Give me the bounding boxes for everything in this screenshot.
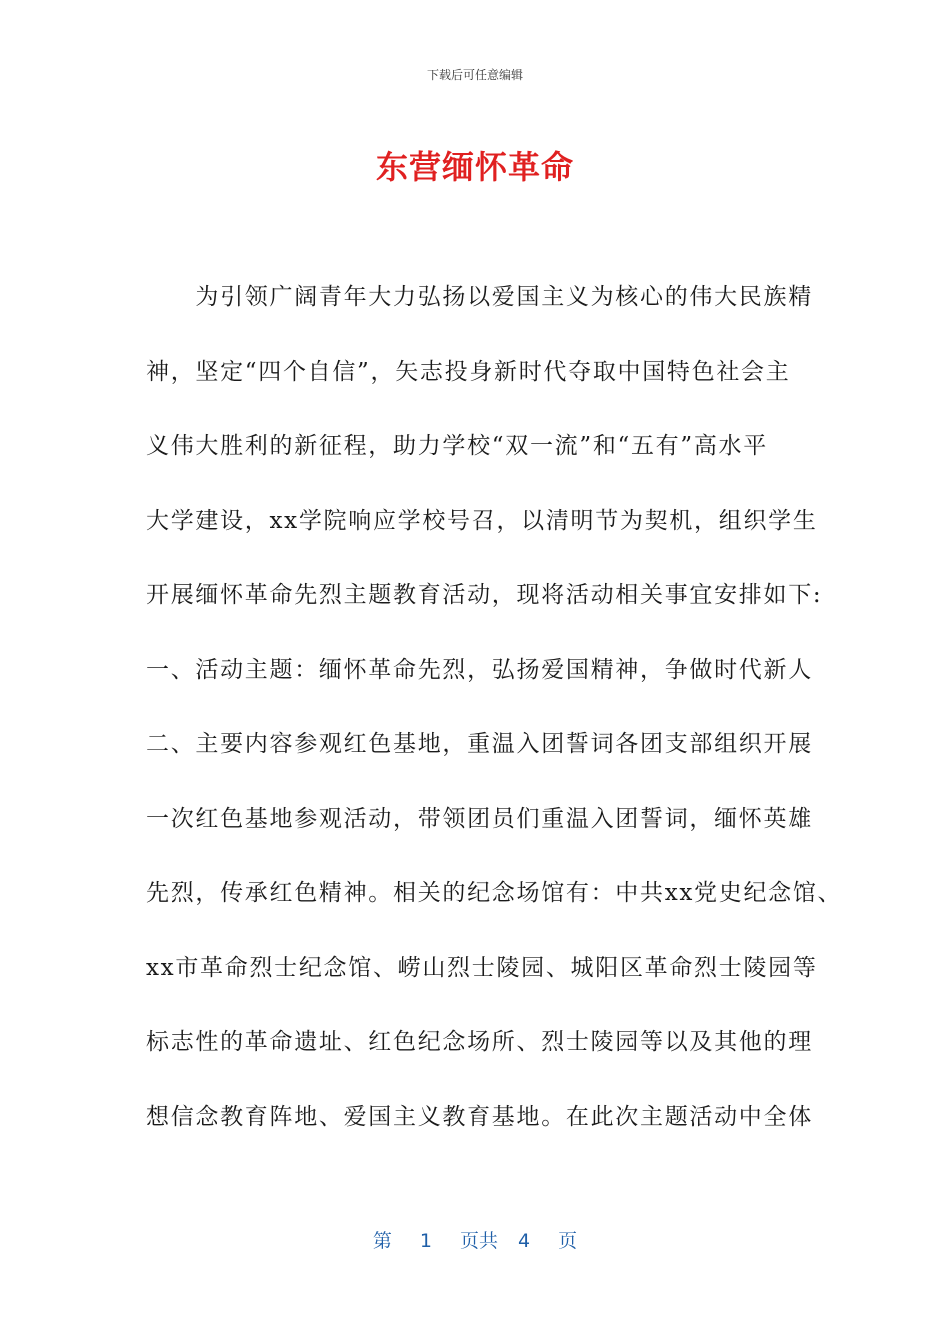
body-line: 标志性的革命遗址、红色纪念场所、烈士陵园等以及其他的理 <box>146 1029 813 1055</box>
header-note: 下载后可任意编辑 <box>426 68 523 82</box>
body-line: 大学建设，xx学院响应学校号召，以清明节为契机，组织学生 <box>146 507 818 534</box>
document-title: 东营缅怀革命 <box>375 148 574 186</box>
page-total: 4 <box>518 1230 531 1252</box>
page-suffix: 页 <box>558 1230 578 1252</box>
body-line: 二、主要内容参观红色基地，重温入团誓词各团支部组织开展 <box>146 731 813 757</box>
body-line: xx市革命烈士纪念馆、崂山烈士陵园、城阳区革命烈士陵园等 <box>146 954 818 981</box>
page-prefix: 第 <box>372 1230 392 1252</box>
document-body <box>146 272 843 1166</box>
body-line: 先烈，传承红色精神。相关的纪念场馆有：中共xx党史纪念馆、 <box>146 880 843 906</box>
body-line: 一次红色基地参观活动，带领团员们重温入团誓词，缅怀英雄 <box>146 805 813 832</box>
body-line: 一、活动主题：缅怀革命先烈，弘扬爱国精神，争做时代新人 <box>146 656 813 683</box>
body-line: 神，坚定“四个自信”，矢志投身新时代夺取中国特色社会主 <box>146 358 791 385</box>
body-line: 想信念教育阵地、爱国主义教育基地。在此次主题活动中全体 <box>146 1103 813 1130</box>
body-line: 为引领广阔青年大力弘扬以爱国主义为核心的伟大民族精 <box>146 284 813 310</box>
body-line: 开展缅怀革命先烈主题教育活动，现将活动相关事宜安排如下: <box>146 582 823 608</box>
page-middle: 页共 <box>459 1230 498 1252</box>
body-line: 义伟大胜利的新征程，助力学校“双一流”和“五有”高水平 <box>146 433 768 459</box>
page-current: 1 <box>419 1230 432 1252</box>
page-footer <box>0 1226 950 1253</box>
